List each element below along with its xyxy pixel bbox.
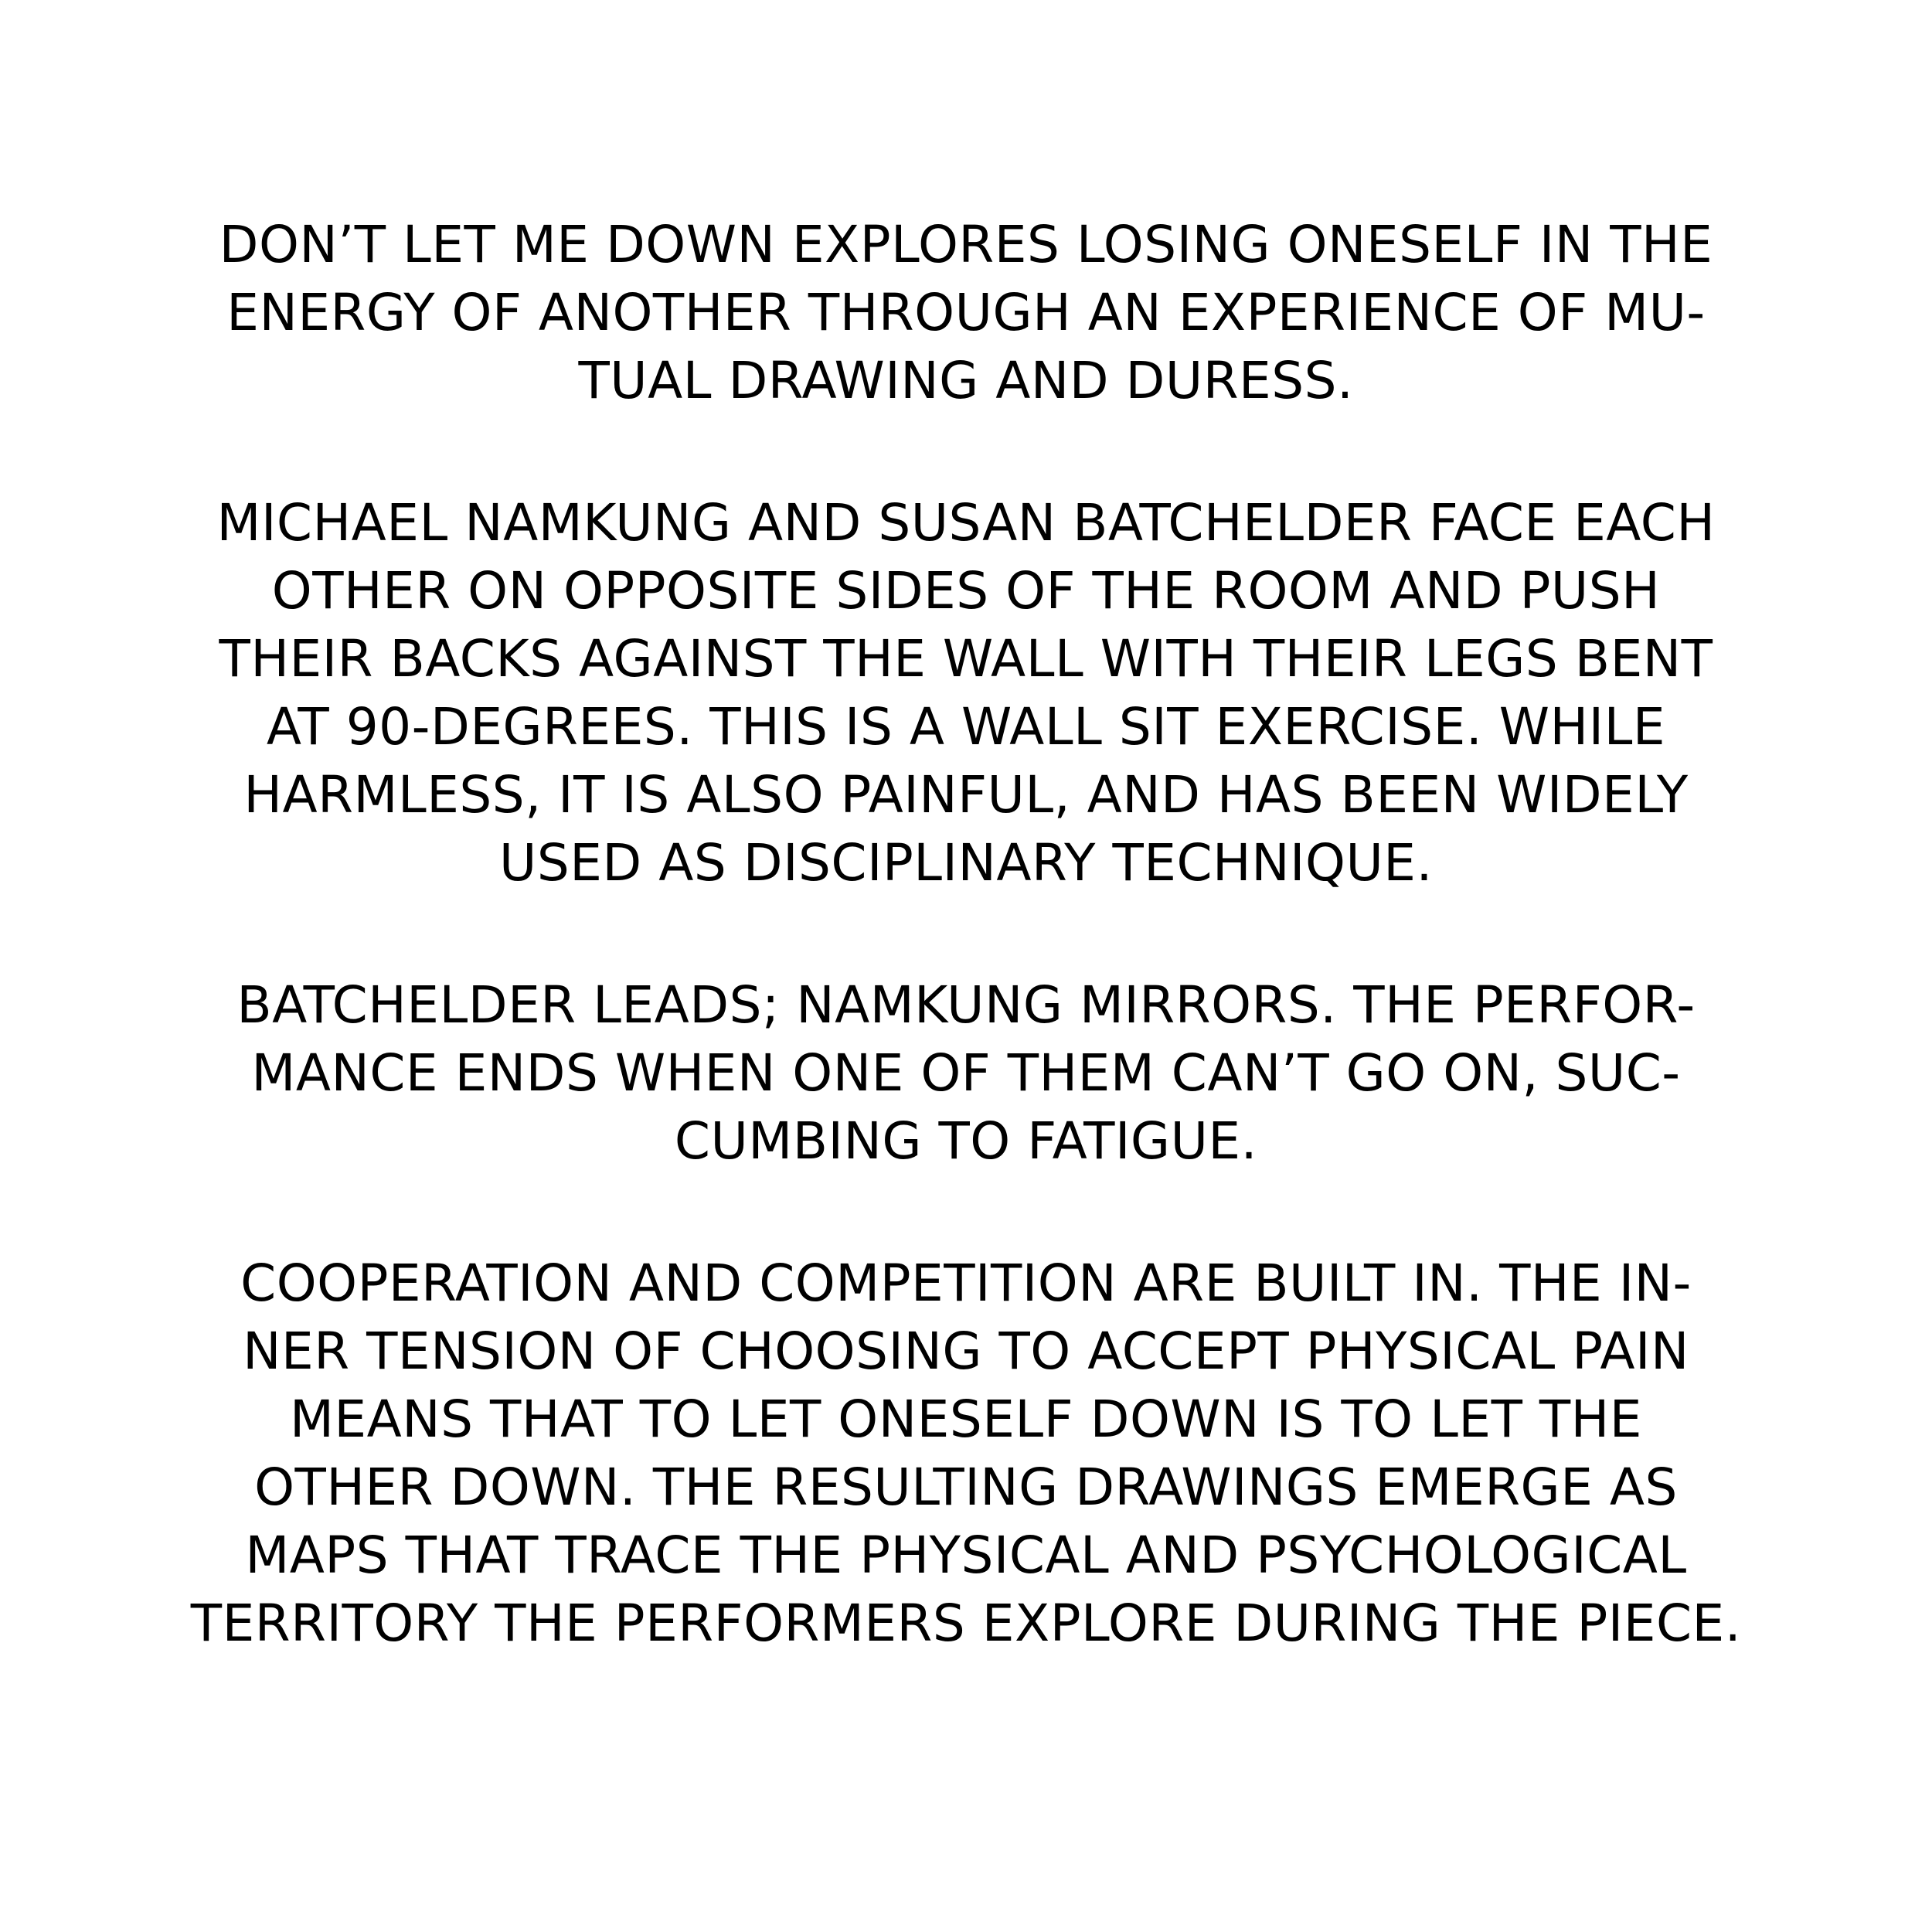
- statement-paragraph-4: [0, 1250, 1932, 1658]
- statement-paragraph-1: [0, 211, 1932, 415]
- statement-line: BATCHELDER LEADS; NAMKUNG MIRRORS. THE PERFOR-: [236, 975, 1696, 1035]
- statement-line: OTHER DOWN. THE RESULTING DRAWINGS EMERGE AS: [254, 1458, 1678, 1517]
- statement-line: THEIR BACKS AGAINST THE WALL WITH THEIR LEGS BENT: [219, 629, 1713, 689]
- statement-line: ENERGY OF ANOTHER THROUGH AN EXPERIENCE OF MU-: [226, 283, 1706, 342]
- statement-line: MEANS THAT TO LET ONESELF DOWN IS TO LET THE: [289, 1389, 1643, 1449]
- statement-line: HARMLESS, IT IS ALSO PAINFUL, AND HAS BEEN WIDELY: [243, 765, 1689, 825]
- statement-line: CUMBING TO FATIGUE.: [674, 1111, 1258, 1171]
- statement-paragraph-3: [0, 971, 1932, 1175]
- statement-line: DON’T LET ME DOWN EXPLORES LOSING ONESELF IN THE: [219, 215, 1713, 274]
- statement-line: MICHAEL NAMKUNG AND SUSAN BATCHELDER FACE EACH: [216, 493, 1716, 553]
- statement-line: MANCE ENDS WHEN ONE OF THEM CAN’T GO ON, SUC-: [251, 1043, 1681, 1103]
- statement-line: AT 90-DEGREES. THIS IS A WALL SIT EXERCISE. WHILE: [266, 697, 1666, 757]
- statement-line: COOPERATION AND COMPETITION ARE BUILT IN. THE IN-: [240, 1253, 1692, 1313]
- statement-line: TERRITORY THE PERFORMERS EXPLORE DURING THE PIECE.: [190, 1594, 1742, 1653]
- statement-line: USED AS DISCIPLINARY TECHNIQUE.: [499, 833, 1433, 893]
- statement-line: OTHER ON OPPOSITE SIDES OF THE ROOM AND PUSH: [271, 561, 1661, 621]
- artist-statement: [0, 211, 1932, 1732]
- statement-line: MAPS THAT TRACE THE PHYSICAL AND PSYCHOLOGICAL: [245, 1526, 1687, 1585]
- statement-line: TUAL DRAWING AND DURESS.: [578, 351, 1354, 410]
- statement-line: NER TENSION OF CHOOSING TO ACCEPT PHYSICAL PAIN: [243, 1321, 1689, 1381]
- statement-paragraph-2: [0, 489, 1932, 897]
